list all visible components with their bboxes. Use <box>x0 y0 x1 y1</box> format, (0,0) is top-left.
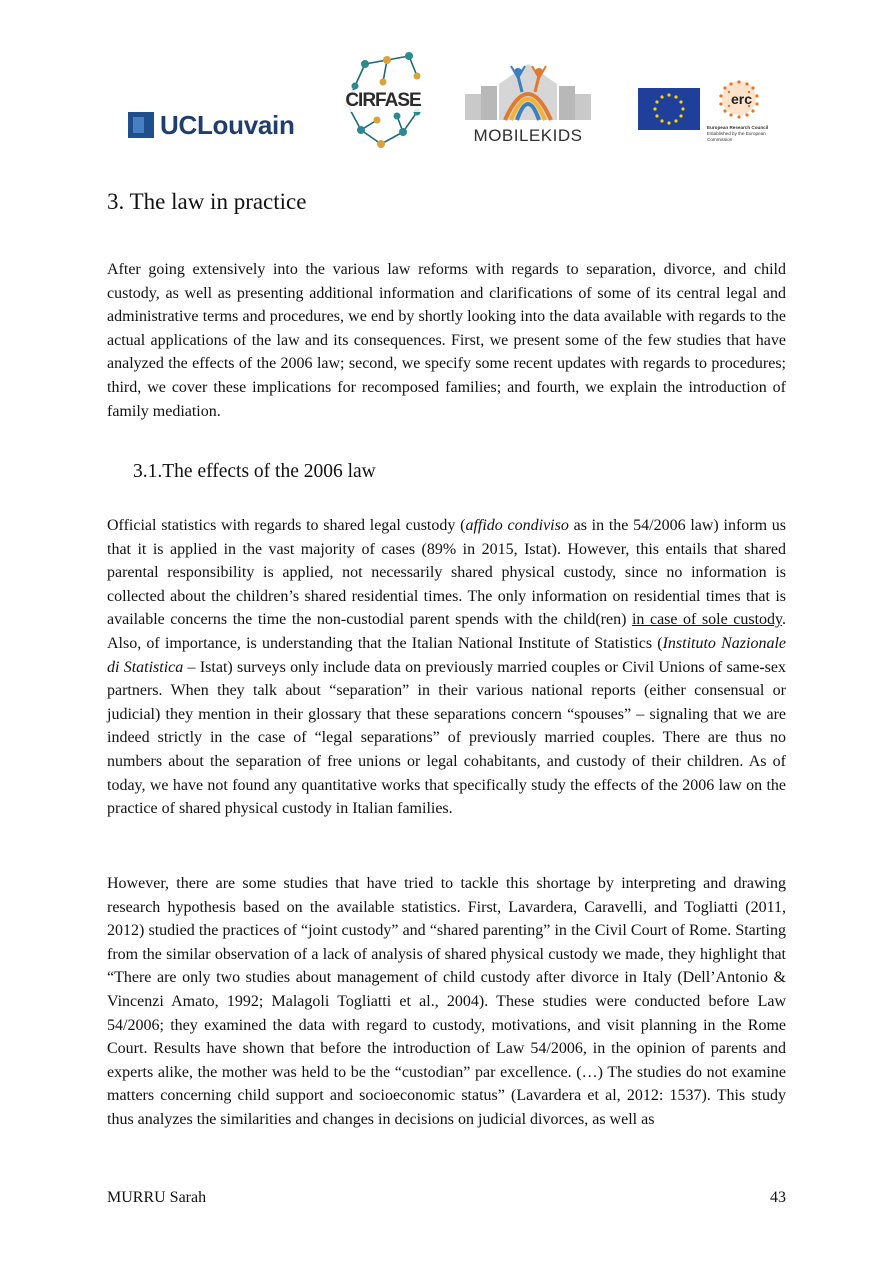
cirfase-logo-text: CIRFASE <box>337 90 429 112</box>
erc-logo-text: erc <box>731 91 753 107</box>
italic-term-affido: affido condiviso <box>465 517 569 534</box>
cirfase-logo <box>337 52 429 152</box>
text-run: as in the 54/2006 law) inform us that it is applied in the vast majority of cases (89% in 2015, Istat). However, this entails that shared parental responsibility is applied, not necessarily shared physical custody, since no information is collected about the children’s shared residential times. The only information on residential times that is available concerns the time the non-custodial parent spends with the child(ren) <box>107 517 787 629</box>
uclouvain-logo <box>128 110 295 140</box>
underlined-phrase: in case of sole custody <box>631 611 783 629</box>
uclouvain-logo-text: UCLouvain <box>160 109 295 140</box>
uclouvain-logo-mark <box>128 112 154 138</box>
studies-paragraph: However, there are some studies that have tried to tackle this shortage by interpreting and drawing research hypothesis based on the available statistics. First, Lavardera, Caravelli, and Togliatti (2011, 2012) studied the practices of “joint custody” and “shared parenting” in the Civil Court of Rome. Starting from the similar observation of a lack of analysis of shared physical custody we made, they highlight that “There are only two studies about management of child custody after divorce in Italy (Dell’Antonio & Vincenzi Amato, 1992; Malagoli Togliatti et al., 2004). These studies were conducted before Law 54/2006; they examined the data with regard to custody, motivations, and visit planning in the Rome Court. Results have shown that before the introduction of Law 54/2006, in the opinion of parents and experts alike, the mother was held to be the “custodian” par excellence. (…) The studies do not examine matters concerning child support and socioeconomic status” (Lavardera et al, 2012: 1537). This study thus analyzes the similarities and changes in decisions on judicial divorces, as well as <box>107 875 786 1128</box>
text-run: – Istat) surveys only include data on previously married couples or Civil Unions of same-sex partners. When they talk about “separation” in their various national reports (either consensual or judicial) they mention in their glossary that these separations concern “spouses” – signaling that we are indeed strictly in the case of “legal separations” of previously married couples. There are thus no numbers about the separation of free unions or legal cohabitants, and custody of their children. As of today, we have not found any quantitative works that specifically study the effects of the 2006 law on the practice of shared physical custody in Italian families. <box>107 658 786 818</box>
statistics-paragraph <box>107 514 786 821</box>
mobilekids-graphic <box>459 58 597 128</box>
page-number: 43 <box>770 1189 786 1206</box>
subsection-heading <box>133 461 376 483</box>
section-heading: 3. The law in practice <box>107 189 307 214</box>
text-run: . Also, of importance, is understanding that the Italian National Institute of Statistics ( <box>107 611 787 652</box>
mobilekids-logo-text: MOBILEKIDS <box>473 126 583 145</box>
mobilekids-logo <box>459 58 597 146</box>
logo-header <box>0 52 892 162</box>
intro-paragraph: After going extensively into the various law reforms with regards to separation, divorce, and child custody, as well as presenting additional information and clarifications of some of its central legal and administrative terms and procedures, we end by shortly looking into the data available with regards to the actual applications of the law and its consequences. First, we present some of the few studies that have analyzed the effects of the 2006 law; second, we specify some recent updates with regards to procedures; third, we cover these implications for recomposed families; and fourth, we explain the introduction of family mediation. <box>107 261 786 420</box>
footer-author: MURRU Sarah <box>107 1189 207 1206</box>
erc-full-name: European Research Council <box>707 125 769 130</box>
italic-term-istat: Instituto Nazionale di Statistica <box>107 634 787 676</box>
subsection-number: 3.1. <box>133 461 163 482</box>
erc-logo-caption <box>707 125 777 143</box>
erc-logo <box>703 76 775 156</box>
text-run: Official statistics with regards to shared legal custody ( <box>107 517 466 534</box>
erc-tagline: Established by the European Commission <box>707 131 766 142</box>
eu-flag-icon <box>638 88 700 130</box>
subsection-title: The effects of the 2006 law <box>162 461 376 482</box>
